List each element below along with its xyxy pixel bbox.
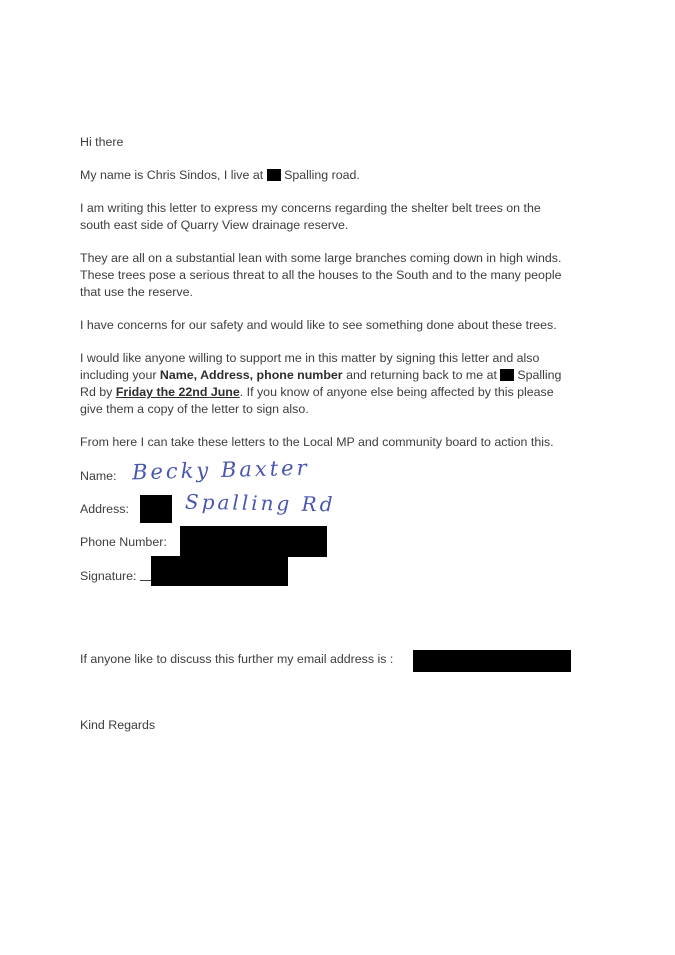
support-text-others: . If you know of anyone else being affected by this please bbox=[239, 385, 554, 399]
support-paragraph-line-2 bbox=[80, 367, 561, 384]
concern-paragraph-line-1: I am writing this letter to express my concerns regarding the shelter belt trees on the bbox=[80, 201, 541, 215]
name-label: Name: bbox=[80, 469, 117, 483]
greeting: Hi there bbox=[80, 135, 124, 149]
deadline-date: Friday the 22nd June bbox=[115, 385, 240, 399]
support-bold-fields: Name, Address, phone number bbox=[159, 368, 343, 382]
lean-paragraph-line-1: They are all on a substantial lean with some large branches coming down in high winds. bbox=[80, 251, 562, 265]
redacted-email-address bbox=[413, 650, 571, 672]
support-rd-by: Rd by bbox=[80, 385, 113, 399]
phone-label: Phone Number: bbox=[80, 535, 167, 549]
action-paragraph: From here I can take these letters to the Local MP and community board to action this. bbox=[80, 435, 554, 449]
lean-paragraph-line-2: These trees pose a serious threat to all the houses to the South and to the many people bbox=[80, 268, 562, 282]
redacted-phone-number bbox=[180, 526, 327, 557]
safety-paragraph: I have concerns for our safety and would like to see something done about these trees. bbox=[80, 318, 557, 332]
redacted-signature bbox=[151, 556, 288, 586]
concern-paragraph-line-2: south east side of Quarry View drainage reserve. bbox=[80, 218, 349, 232]
name-handwritten-value: Becky Baxter bbox=[131, 455, 310, 485]
intro-text: My name is Chris Sindos, I live at bbox=[80, 168, 264, 182]
support-street: Spalling bbox=[517, 368, 562, 382]
support-text: including your bbox=[80, 368, 157, 382]
signature-label: Signature: bbox=[80, 569, 137, 583]
intro-paragraph bbox=[80, 167, 360, 184]
support-paragraph-line-3 bbox=[80, 384, 554, 401]
lean-paragraph-line-3: that use the reserve. bbox=[80, 285, 193, 299]
support-text-return: and returning back to me at bbox=[346, 368, 497, 382]
closing: Kind Regards bbox=[80, 718, 156, 732]
address-label: Address: bbox=[80, 502, 129, 516]
redacted-house-number-2 bbox=[500, 369, 514, 381]
support-paragraph-line-4: give them a copy of the letter to sign also. bbox=[80, 402, 309, 416]
intro-street: Spalling road. bbox=[284, 168, 360, 182]
redacted-house-number bbox=[267, 169, 281, 181]
support-paragraph-line-1: I would like anyone willing to support me in this matter by signing this letter and also bbox=[80, 351, 540, 365]
address-handwritten-value: Spalling Rd bbox=[184, 489, 336, 517]
email-sentence: If anyone like to discuss this further my email address is : bbox=[80, 652, 394, 666]
redacted-address-number bbox=[140, 495, 172, 523]
